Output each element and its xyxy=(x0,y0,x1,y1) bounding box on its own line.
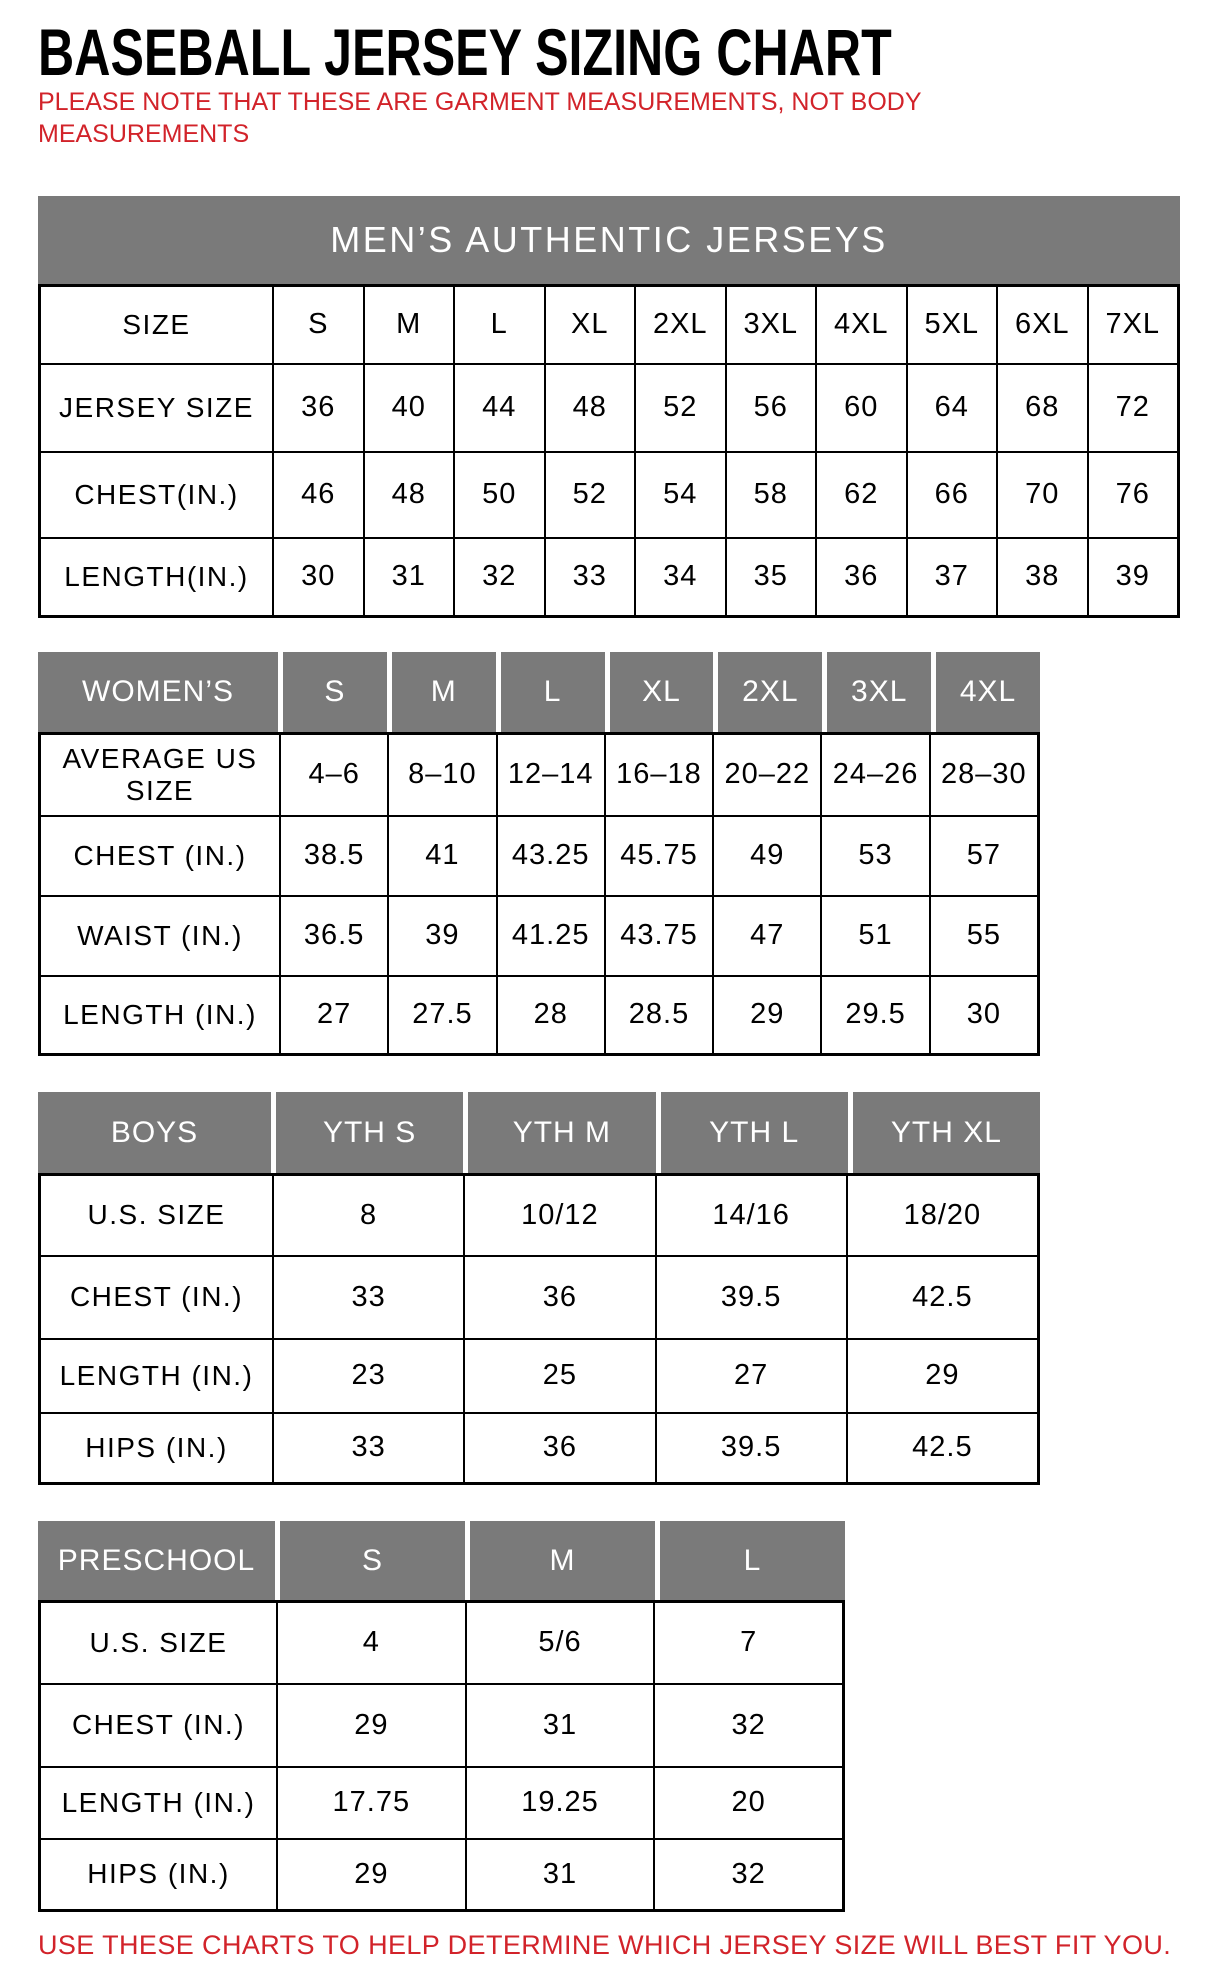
mens-authentic-jerseys-table xyxy=(38,196,1180,618)
mens-table-data-cell: 39 xyxy=(1088,538,1179,616)
garment-measurement-note: PLEASE NOTE THAT THESE ARE GARMENT MEASUREMENTS, NOT BODY MEASUREMENTS xyxy=(38,88,922,148)
preschool-table-row-label-cell: U.S. SIZE xyxy=(40,1602,277,1684)
mens-table-row-label-cell: LENGTH(IN.) xyxy=(40,538,273,616)
mens-table-data-cell: 50 xyxy=(454,452,545,538)
mens-table-data-cell: 68 xyxy=(997,364,1088,452)
womens-table-data-cell: 51 xyxy=(821,896,929,976)
preschool-table-header-row xyxy=(38,1521,845,1600)
preschool-table-data-cell: 7 xyxy=(654,1602,843,1684)
womens-table-data-cell: 29.5 xyxy=(821,976,929,1054)
boys-table-header-row xyxy=(38,1092,1040,1173)
womens-table-data-cell: 43.75 xyxy=(605,896,713,976)
womens-table-data-cell: 55 xyxy=(930,896,1038,976)
boys-table-header-cell: YTH L xyxy=(656,1092,848,1173)
mens-table-data-cell: 60 xyxy=(816,364,907,452)
womens-sizing-table xyxy=(38,652,1040,1056)
preschool-table-header-cell: S xyxy=(275,1521,465,1600)
boys-table-data-cell: 29 xyxy=(847,1339,1038,1413)
womens-table-header-row xyxy=(38,652,1040,732)
mens-table-data-cell: M xyxy=(364,286,455,364)
boys-table-data-cell: 25 xyxy=(464,1339,655,1413)
mens-table-data-cell: 3XL xyxy=(726,286,817,364)
womens-table-header-label-cell: WOMEN’S xyxy=(38,652,278,732)
preschool-table-data-cell: 31 xyxy=(466,1839,655,1910)
preschool-table-data-cell: 31 xyxy=(466,1684,655,1767)
womens-table-header-cell: 2XL xyxy=(713,652,822,732)
mens-table-data-cell: 38 xyxy=(997,538,1088,616)
boys-table-data-cell: 36 xyxy=(464,1256,655,1339)
mens-table-body xyxy=(38,284,1180,618)
mens-table-data-cell: 58 xyxy=(726,452,817,538)
womens-table-data-cell: 28 xyxy=(497,976,605,1054)
preschool-table-data-cell: 4 xyxy=(277,1602,466,1684)
page-title: BASEBALL JERSEY SIZING CHART xyxy=(38,15,892,89)
womens-table-data-cell: 41 xyxy=(388,816,496,896)
mens-table-data-cell: 2XL xyxy=(635,286,726,364)
boys-table-data-cell: 42.5 xyxy=(847,1256,1038,1339)
boys-table-data-cell: 39.5 xyxy=(656,1413,847,1483)
preschool-table-header-label-cell: PRESCHOOL xyxy=(38,1521,275,1600)
mens-table-data-cell: 31 xyxy=(364,538,455,616)
mens-table-data-cell: 72 xyxy=(1088,364,1179,452)
mens-table-data-cell: 56 xyxy=(726,364,817,452)
boys-table-data-cell: 10/12 xyxy=(464,1175,655,1256)
boys-table-data-cell: 42.5 xyxy=(847,1413,1038,1483)
womens-table-row-label-cell: AVERAGE US SIZE xyxy=(40,734,280,816)
womens-table-data-cell: 27 xyxy=(280,976,388,1054)
preschool-table-data-cell: 17.75 xyxy=(277,1767,466,1839)
mens-table-data-cell: S xyxy=(273,286,364,364)
womens-table-data-cell: 29 xyxy=(713,976,821,1054)
womens-table-data-cell: 28.5 xyxy=(605,976,713,1054)
mens-table-data-cell: 37 xyxy=(907,538,998,616)
boys-table-row-label-cell: LENGTH (IN.) xyxy=(40,1339,273,1413)
mens-table-data-cell: 46 xyxy=(273,452,364,538)
mens-table-row-label-cell: CHEST(IN.) xyxy=(40,452,273,538)
mens-table-data-cell: 48 xyxy=(545,364,636,452)
boys-table-data-cell: 8 xyxy=(273,1175,464,1256)
womens-table-header-cell: S xyxy=(278,652,387,732)
womens-table-data-cell: 45.75 xyxy=(605,816,713,896)
preschool-table-data-cell: 29 xyxy=(277,1684,466,1767)
womens-table-data-cell: 43.25 xyxy=(497,816,605,896)
mens-table-data-cell: 7XL xyxy=(1088,286,1179,364)
mens-table-data-cell: 66 xyxy=(907,452,998,538)
boys-table-data-cell: 23 xyxy=(273,1339,464,1413)
womens-table-data-cell: 28–30 xyxy=(930,734,1038,816)
womens-table-header-cell: L xyxy=(496,652,605,732)
mens-table-data-cell: 40 xyxy=(364,364,455,452)
footer-note: USE THESE CHARTS TO HELP DETERMINE WHICH JERSEY SIZE WILL BEST FIT YOU. xyxy=(38,1930,1172,1960)
womens-table-header-cell: M xyxy=(387,652,496,732)
mens-table-data-cell: 32 xyxy=(454,538,545,616)
mens-table-data-cell: 76 xyxy=(1088,452,1179,538)
boys-sizing-table xyxy=(38,1092,1040,1485)
mens-table-data-cell: XL xyxy=(545,286,636,364)
womens-table-row-label-cell: CHEST (IN.) xyxy=(40,816,280,896)
mens-table-data-cell: 54 xyxy=(635,452,726,538)
womens-table-data-cell: 12–14 xyxy=(497,734,605,816)
mens-table-data-cell: 52 xyxy=(635,364,726,452)
mens-table-data-cell: 6XL xyxy=(997,286,1088,364)
preschool-sizing-table xyxy=(38,1521,845,1912)
womens-table-data-cell: 49 xyxy=(713,816,821,896)
preschool-table-data-cell: 32 xyxy=(654,1839,843,1910)
mens-table-banner: MEN’S AUTHENTIC JERSEYS xyxy=(38,196,1180,284)
preschool-table-header-cell: M xyxy=(465,1521,655,1600)
womens-table-data-cell: 57 xyxy=(930,816,1038,896)
womens-table-data-cell: 39 xyxy=(388,896,496,976)
preschool-table-data-cell: 29 xyxy=(277,1839,466,1910)
womens-table-body xyxy=(38,732,1040,1056)
boys-table-row-label-cell: U.S. SIZE xyxy=(40,1175,273,1256)
mens-table-data-cell: 70 xyxy=(997,452,1088,538)
mens-table-data-cell: 34 xyxy=(635,538,726,616)
boys-table-row-label-cell: CHEST (IN.) xyxy=(40,1256,273,1339)
preschool-table-header-cell: L xyxy=(655,1521,845,1600)
womens-table-data-cell: 53 xyxy=(821,816,929,896)
womens-table-data-cell: 27.5 xyxy=(388,976,496,1054)
boys-table-data-cell: 36 xyxy=(464,1413,655,1483)
preschool-table-data-cell: 20 xyxy=(654,1767,843,1839)
preschool-table-data-cell: 32 xyxy=(654,1684,843,1767)
preschool-table-data-cell: 5/6 xyxy=(466,1602,655,1684)
boys-table-row-label-cell: HIPS (IN.) xyxy=(40,1413,273,1483)
womens-table-data-cell: 36.5 xyxy=(280,896,388,976)
womens-table-row-label-cell: LENGTH (IN.) xyxy=(40,976,280,1054)
womens-table-data-cell: 24–26 xyxy=(821,734,929,816)
womens-table-header-cell: XL xyxy=(605,652,714,732)
boys-table-data-cell: 18/20 xyxy=(847,1175,1038,1256)
boys-table-data-cell: 33 xyxy=(273,1413,464,1483)
womens-table-header-cell: 4XL xyxy=(931,652,1040,732)
mens-table-data-cell: 36 xyxy=(273,364,364,452)
mens-table-data-cell: 30 xyxy=(273,538,364,616)
mens-table-data-cell: 62 xyxy=(816,452,907,538)
mens-table-data-cell: 44 xyxy=(454,364,545,452)
mens-table-data-cell: 52 xyxy=(545,452,636,538)
preschool-table-data-cell: 19.25 xyxy=(466,1767,655,1839)
mens-table-data-cell: 36 xyxy=(816,538,907,616)
boys-table-data-cell: 27 xyxy=(656,1339,847,1413)
preschool-table-row-label-cell: HIPS (IN.) xyxy=(40,1839,277,1910)
womens-table-data-cell: 16–18 xyxy=(605,734,713,816)
boys-table-header-cell: YTH M xyxy=(463,1092,655,1173)
mens-table-data-cell: L xyxy=(454,286,545,364)
boys-table-body xyxy=(38,1173,1040,1485)
preschool-table-row-label-cell: LENGTH (IN.) xyxy=(40,1767,277,1839)
mens-table-data-cell: 35 xyxy=(726,538,817,616)
boys-table-data-cell: 33 xyxy=(273,1256,464,1339)
womens-table-header-cell: 3XL xyxy=(822,652,931,732)
womens-table-data-cell: 30 xyxy=(930,976,1038,1054)
womens-table-data-cell: 47 xyxy=(713,896,821,976)
boys-table-data-cell: 14/16 xyxy=(656,1175,847,1256)
womens-table-data-cell: 20–22 xyxy=(713,734,821,816)
mens-table-data-cell: 64 xyxy=(907,364,998,452)
mens-table-row-label-cell: SIZE xyxy=(40,286,273,364)
womens-table-data-cell: 8–10 xyxy=(388,734,496,816)
mens-table-data-cell: 33 xyxy=(545,538,636,616)
boys-table-header-cell: YTH XL xyxy=(848,1092,1040,1173)
boys-table-data-cell: 39.5 xyxy=(656,1256,847,1339)
womens-table-data-cell: 4–6 xyxy=(280,734,388,816)
womens-table-row-label-cell: WAIST (IN.) xyxy=(40,896,280,976)
mens-table-row-label-cell: JERSEY SIZE xyxy=(40,364,273,452)
womens-table-data-cell: 38.5 xyxy=(280,816,388,896)
mens-table-data-cell: 48 xyxy=(364,452,455,538)
preschool-table-row-label-cell: CHEST (IN.) xyxy=(40,1684,277,1767)
mens-table-data-cell: 5XL xyxy=(907,286,998,364)
boys-table-header-label-cell: BOYS xyxy=(38,1092,271,1173)
womens-table-data-cell: 41.25 xyxy=(497,896,605,976)
mens-table-data-cell: 4XL xyxy=(816,286,907,364)
preschool-table-body xyxy=(38,1600,845,1912)
boys-table-header-cell: YTH S xyxy=(271,1092,463,1173)
